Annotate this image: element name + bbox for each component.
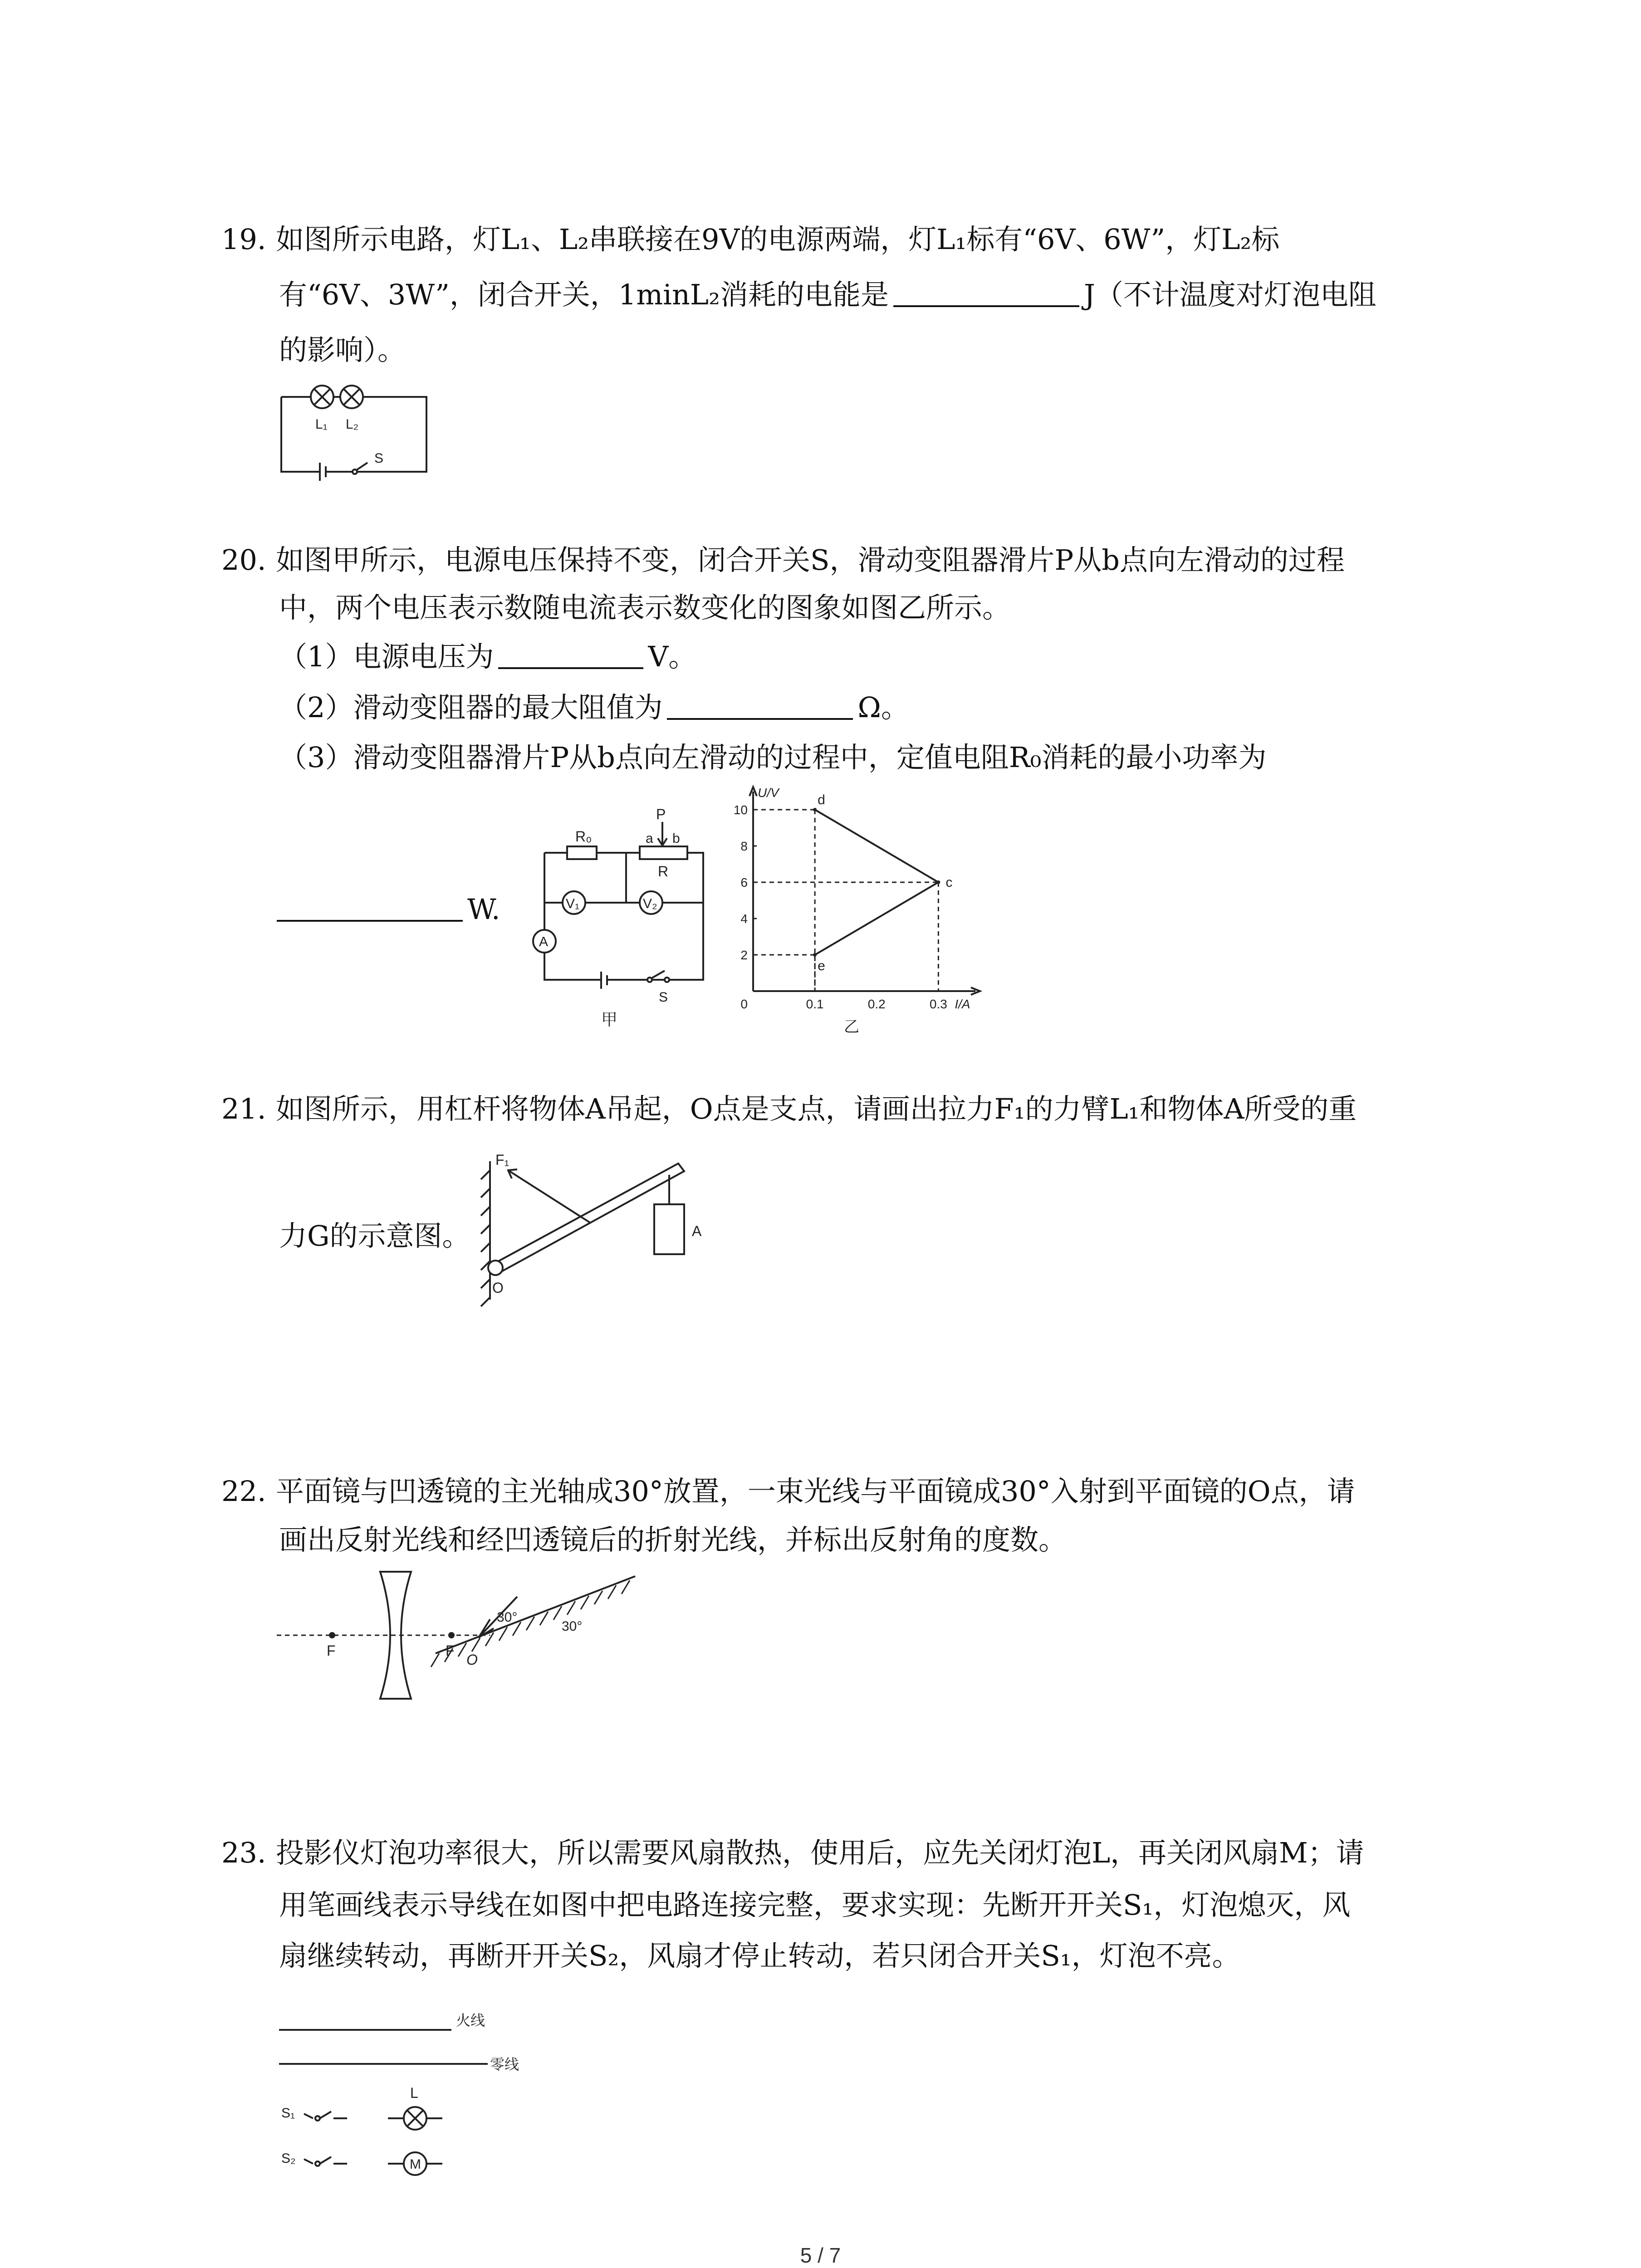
q20-slider-p: [658, 822, 667, 846]
point-e: [813, 953, 817, 957]
q22-number: 22.: [221, 1475, 266, 1508]
q20-voltage-blank[interactable]: [498, 639, 643, 669]
q20-wires: [544, 853, 703, 980]
q21-number: 21.: [221, 1092, 266, 1125]
y-tick-label: 4: [740, 912, 748, 926]
q23-line-2: [279, 1887, 1350, 1923]
q20-part-2: [279, 689, 909, 726]
q20-label-s: S: [659, 990, 668, 1005]
point-label-e: e: [818, 958, 825, 973]
q22-label-angle-1: 30°: [497, 1610, 518, 1625]
q20-resistance-blank[interactable]: [667, 690, 853, 720]
y-tick-label: 8: [740, 839, 748, 853]
guide-d: [753, 810, 815, 991]
q23-label-l: L: [410, 2085, 418, 2101]
x-axis: [753, 987, 980, 995]
x-axis-label: I/A: [955, 997, 970, 1011]
q20-label-p: P: [656, 806, 666, 822]
q22-line-1: [221, 1473, 1355, 1510]
q23-label-live: 火线: [456, 2012, 485, 2028]
point-label-d: d: [818, 792, 825, 807]
q20-text-2: 中，两个电压表示数随电流表示数变化的图象如图乙所示。: [279, 591, 1011, 624]
q20-circuit-figure: [517, 806, 735, 1029]
q19-text-3: 的影响）。: [279, 333, 406, 367]
q22-text-1: 平面镜与凹透镜的主光轴成30°放置，一束光线与平面镜成30°入射到平面镜的O点，请: [276, 1475, 1355, 1508]
q20-label-v1: V₁: [566, 896, 580, 911]
q19-circuit-figure: [277, 376, 431, 490]
q20-switch-icon: [607, 971, 703, 980]
q23-text-3: 扇继续转动，再断开开关S₂，风扇才停止转动，若只闭合开关S₁，灯泡不亮。: [279, 1939, 1240, 1972]
q19-switch-icon: [326, 463, 367, 472]
q20-rheostat-r: [640, 846, 687, 859]
q20-label-r: R: [658, 863, 669, 880]
q20-graph: [733, 782, 989, 1036]
q20-part-3: [279, 739, 1266, 776]
q22-label-o: O: [466, 1652, 478, 1668]
q22-label-f-left: F: [327, 1642, 336, 1659]
q20-part-1-unit: V。: [648, 640, 697, 673]
q22-mirror-hatching: [431, 1580, 630, 1667]
point-label-c: c: [945, 875, 953, 890]
q23-line-3: [279, 1938, 1240, 1974]
page-number: 5 / 7: [800, 2244, 841, 2267]
q20-caption-jia: 甲: [601, 1010, 618, 1029]
q20-caption-yi: 乙: [844, 1018, 859, 1036]
q23-label-m: M: [410, 2157, 421, 2172]
q20-label-a: a: [646, 831, 653, 846]
q20-label-r0: R₀: [575, 828, 592, 845]
y-tick-label: 2: [740, 948, 748, 962]
q23-circuit-figure: [277, 1991, 567, 2186]
q20-label-v2: V₂: [643, 896, 657, 911]
q21-label-a: A: [692, 1223, 702, 1239]
q20-part-2-unit: Ω。: [857, 691, 909, 724]
guide-e: [753, 955, 815, 991]
point-d: [813, 808, 817, 811]
q20-part-3-unit: W.: [467, 893, 500, 926]
q23-switch-s2-icon: [304, 2157, 347, 2164]
x-tick-label: 0.1: [806, 997, 824, 1011]
q20-power-blank[interactable]: [277, 892, 463, 922]
q21-text-2: 力G的示意图。: [279, 1219, 470, 1252]
q20-resistor-r0: [567, 846, 597, 859]
q19-label-l2: L₂: [346, 417, 359, 432]
q21-line-2: [279, 1218, 470, 1254]
q23-switch-s1-icon: [304, 2112, 347, 2118]
q19-label-s: S: [374, 451, 384, 466]
q20-meter-wires: [544, 853, 703, 903]
q21-label-f1: F₁: [495, 1152, 509, 1168]
point-c: [936, 880, 940, 884]
q23-label-s1: S₁: [281, 2106, 295, 2121]
q20-line-1: [221, 542, 1345, 578]
q23-label-s2: S₂: [281, 2151, 296, 2166]
q22-line-2: [279, 1522, 1067, 1558]
q19-line-1: [221, 221, 1279, 258]
q19-text-2b: J（不计温度对灯泡电阻: [1083, 278, 1376, 311]
q23-line-1: [221, 1835, 1364, 1871]
series-line-2: [815, 882, 938, 955]
q21-line-1: [221, 1091, 1357, 1127]
y-axis-label: U/V: [758, 786, 779, 800]
q20-line-2: [279, 590, 1010, 626]
origin-label: 0: [740, 997, 748, 1011]
q23-label-neutral: 零线: [490, 2056, 519, 2072]
q19-battery-icon: [320, 463, 326, 481]
q19-answer-blank[interactable]: [893, 277, 1079, 307]
y-tick-label: 6: [740, 875, 748, 890]
q19-label-l1: L₁: [315, 417, 328, 432]
q20-number: 20.: [221, 543, 266, 577]
q22-optics-figure: [277, 1569, 653, 1706]
q19-text-1: 如图所示电路，灯L₁、L₂串联接在9V的电源两端，灯L₁标有“6V、6W”，灯L₂标: [276, 223, 1280, 256]
q20-part-3-text: （3）滑动变阻器滑片P从b点向左滑动的过程中，定值电阻R₀消耗的最小功率为: [279, 741, 1267, 774]
q22-label-f-right: F: [446, 1642, 455, 1659]
q23-text-2: 用笔画线表示导线在如图中把电路连接完整，要求实现：先断开开关S₁，灯泡熄灭，风: [279, 1888, 1351, 1921]
q21-label-o: O: [492, 1280, 504, 1296]
q20-part-1: [279, 639, 696, 675]
x-tick-label: 0.2: [867, 997, 886, 1011]
series-line-1: [815, 810, 938, 882]
q21-force-f1-arrow: [508, 1169, 590, 1222]
q19-number: 19.: [221, 223, 266, 256]
q20-battery-icon: [601, 972, 607, 989]
q22-label-angle-2: 30°: [562, 1619, 583, 1634]
q20-text-1: 如图甲所示，电源电压保持不变，闭合开关S，滑动变阻器滑片P从b点向左滑动的过程: [276, 543, 1345, 577]
y-axis: [749, 787, 757, 991]
q19-line-3: [279, 332, 406, 368]
q20-part-2-text: （2）滑动变阻器的最大阻值为: [279, 691, 663, 724]
q23-number: 23.: [221, 1836, 266, 1869]
q21-object-a: [654, 1204, 684, 1254]
q22-focus-right: [448, 1632, 455, 1638]
q19-line-2: [279, 277, 1376, 313]
q22-focus-left: [329, 1632, 335, 1638]
q20-label-b: b: [672, 831, 680, 846]
q21-pivot-o: [488, 1261, 503, 1275]
q22-text-2: 画出反射光线和经凹透镜后的折射光线，并标出反射角的度数。: [279, 1523, 1067, 1556]
q19-text-2a: 有“6V、3W”，闭合开关，1minL₂消耗的电能是: [279, 278, 889, 311]
q21-text-1: 如图所示，用杠杆将物体A吊起，O点是支点，请画出拉力F₁的力臂L₁和物体A所受的重: [276, 1092, 1357, 1125]
q20-part-1-text: （1）电源电压为: [279, 640, 494, 673]
y-tick-label: 10: [733, 803, 748, 817]
q23-text-1: 投影仪灯泡功率很大，所以需要风扇散热，使用后，应先关闭灯泡L，再关闭风扇M；请: [276, 1836, 1364, 1869]
x-tick-label: 0.3: [929, 997, 947, 1011]
q20-part-3-answer: [277, 891, 500, 928]
q22-plane-mirror: [436, 1576, 635, 1653]
q20-label-ammeter: A: [539, 934, 549, 949]
q21-lever-figure: [472, 1143, 717, 1302]
